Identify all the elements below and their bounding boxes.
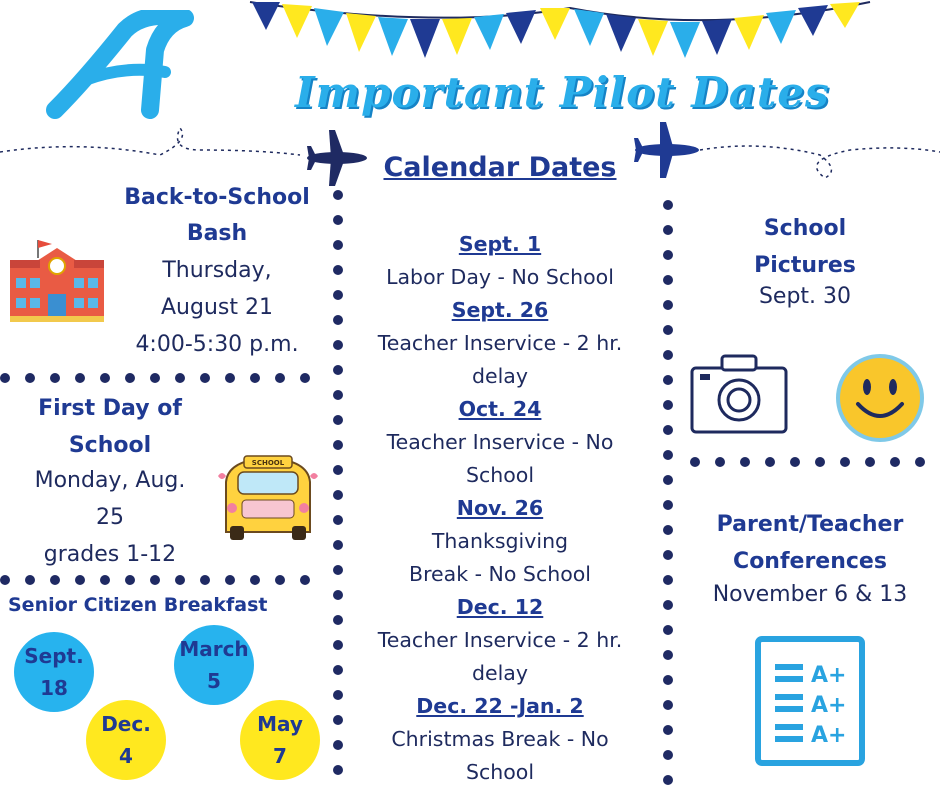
bubble-line1: March — [179, 637, 249, 661]
camera-icon — [690, 352, 788, 436]
calendar-entry-date: Dec. 22 -Jan. 2 — [416, 694, 584, 718]
calendar-entry-desc: Teacher Inservice - 2 hr. delay — [377, 331, 623, 388]
calendar-entry — [340, 294, 660, 393]
pictures-title-line2: Pictures — [754, 253, 856, 278]
logo-a — [45, 10, 205, 125]
calendar-entry — [340, 690, 660, 789]
bubble-line2: 5 — [207, 669, 221, 693]
bash-details — [108, 252, 326, 363]
conferences-title — [690, 506, 930, 580]
bubble-line2: 4 — [119, 744, 133, 768]
first-day-grades: grades 1-12 — [43, 542, 177, 567]
breakfast-date-bubble — [14, 632, 94, 712]
first-day-title — [5, 390, 215, 464]
pictures-title-line1: School — [763, 216, 847, 241]
calendar-entry-desc: Labor Day - No School — [386, 265, 614, 289]
calendar-entry-date: Nov. 26 — [456, 496, 544, 520]
bash-time: 4:00-5:30 p.m. — [135, 332, 299, 357]
first-day-date-line1: Monday, Aug. — [34, 468, 186, 493]
bubble-line2: 18 — [40, 676, 68, 700]
calendar-entry — [340, 492, 660, 591]
grade-mark: A+ — [811, 723, 847, 748]
calendar-entry-date: Dec. 12 — [456, 595, 544, 619]
calendar-entry-desc: Teacher Inservice - No School — [386, 430, 614, 487]
page-title: Important Pilot Dates — [295, 68, 830, 117]
breakfast-date-bubble — [174, 625, 254, 705]
first-day-title-line1: First Day of — [38, 396, 182, 421]
calendar-entry — [340, 591, 660, 690]
first-day-title-line2: School — [68, 433, 152, 458]
pictures-date: Sept. 30 — [758, 284, 852, 309]
calendar-list — [340, 228, 660, 789]
grade-mark: A+ — [811, 663, 847, 688]
calendar-entry-desc: Thanksgiving Break - No School — [409, 529, 591, 586]
calendar-entry — [340, 393, 660, 492]
calendar-heading: Calendar Dates — [383, 152, 617, 183]
bubble-line1: Sept. — [24, 644, 84, 668]
report-card-icon — [755, 636, 865, 766]
smiley-icon — [836, 354, 924, 442]
bunting-flags — [240, 0, 880, 70]
bubble-line1: Dec. — [101, 712, 151, 736]
bash-date: August 21 — [161, 295, 273, 320]
bash-title-line2: Bash — [186, 221, 248, 246]
calendar-entry-desc: Teacher Inservice - 2 hr. delay — [377, 628, 623, 685]
bash-title-line1: Back-to-School — [124, 185, 310, 210]
calendar-entry-date: Oct. 24 — [458, 397, 542, 421]
calendar-entry-date: Sept. 1 — [458, 232, 542, 256]
calendar-entry-desc: Christmas Break - No School — [391, 727, 609, 784]
breakfast-date-bubble — [240, 700, 320, 780]
conferences-title-line1: Parent/Teacher — [716, 512, 904, 537]
school-building-icon — [8, 238, 106, 322]
bash-title — [108, 180, 326, 252]
first-day-details — [5, 462, 215, 573]
conferences-title-line2: Conferences — [733, 549, 887, 574]
breakfast-title: Senior Citizen Breakfast — [8, 594, 268, 616]
breakfast-date-bubble — [86, 700, 166, 780]
school-bus-icon — [216, 452, 320, 542]
grade-mark: A+ — [811, 693, 847, 718]
first-day-date-line2: 25 — [96, 505, 124, 530]
calendar-entry — [340, 228, 660, 294]
calendar-entry-date: Sept. 26 — [451, 298, 549, 322]
bubble-line1: May — [257, 712, 303, 736]
bash-day: Thursday, — [162, 258, 272, 283]
conferences-date: November 6 & 13 — [712, 582, 908, 607]
bus-label: SCHOOL — [251, 459, 285, 467]
bubble-line2: 7 — [273, 744, 287, 768]
pictures-title — [700, 210, 910, 284]
